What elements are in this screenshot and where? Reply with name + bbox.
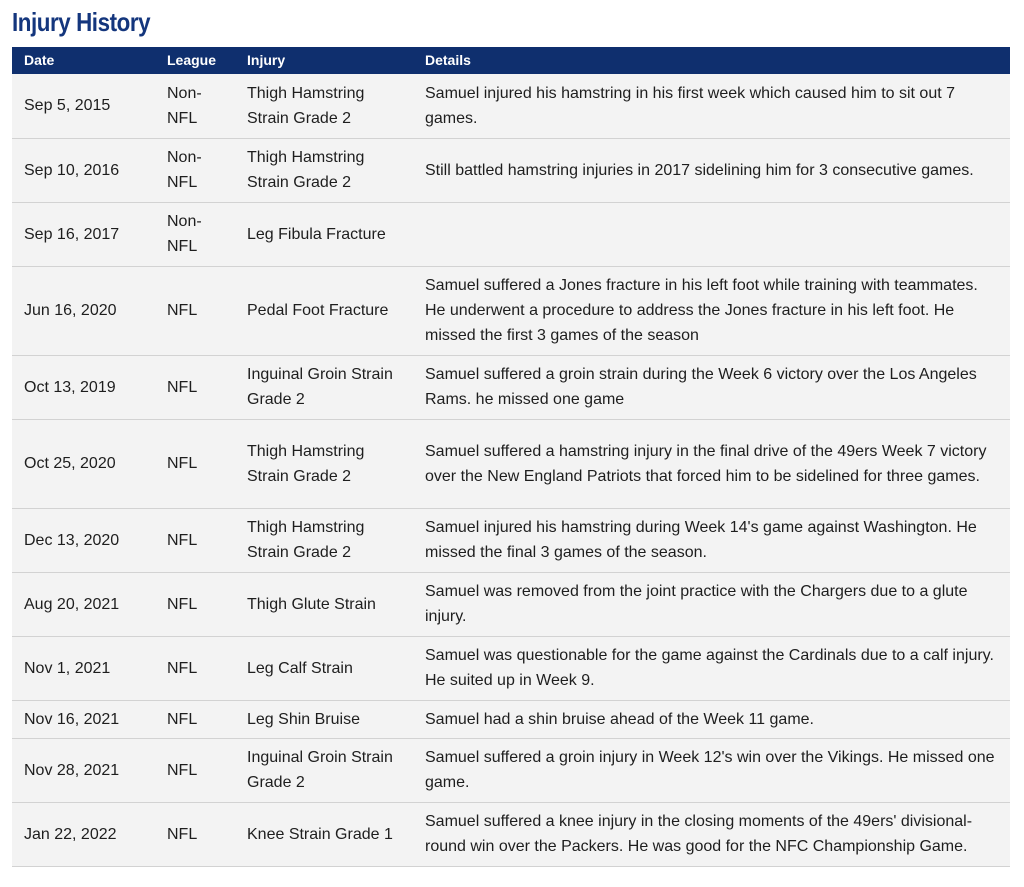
table-row — [12, 700, 1010, 738]
cell-injury: Inguinal Groin Strain Grade 2 — [247, 749, 393, 791]
cell-league: NFL — [167, 825, 198, 843]
cell-date: Nov 1, 2021 — [24, 659, 111, 677]
column-header-date: Date — [24, 52, 55, 68]
cell-date: Sep 5, 2015 — [24, 97, 111, 115]
cell-date: Nov 28, 2021 — [24, 761, 120, 779]
cell-league: NFL — [167, 378, 198, 396]
cell-details: Samuel injured his hamstring in his first week which caused him to sit out 7 games. — [425, 84, 956, 127]
cell-injury: Inguinal Groin Strain Grade 2 — [247, 366, 393, 408]
cell-date: Oct 13, 2019 — [24, 378, 116, 396]
cell-league: NFL — [167, 595, 198, 613]
cell-date: Jan 22, 2022 — [24, 825, 117, 843]
cell-injury: Leg Calf Strain — [247, 659, 353, 677]
injury-history-table — [12, 47, 1010, 867]
table-row — [12, 266, 1010, 355]
cell-league: Non-NFL — [167, 84, 202, 127]
cell-injury: Knee Strain Grade 1 — [247, 825, 393, 843]
table-row — [12, 74, 1010, 138]
cell-league: NFL — [167, 302, 198, 319]
page-title: Injury History — [12, 7, 151, 37]
cell-details: Still battled hamstring injuries in 2017 sidelining him for 3 consecutive games. — [425, 161, 974, 179]
table-row — [12, 202, 1010, 266]
cell-league: NFL — [167, 659, 198, 677]
table-row — [12, 802, 1010, 866]
cell-injury: Thigh Glute Strain — [247, 595, 376, 613]
cell-injury: Leg Fibula Fracture — [247, 225, 386, 243]
cell-details — [413, 202, 1010, 266]
cell-injury: Thigh Hamstring Strain Grade 2 — [247, 519, 365, 561]
cell-date: Oct 25, 2020 — [24, 455, 116, 472]
cell-league: NFL — [167, 761, 198, 779]
cell-details: Samuel suffered a hamstring injury in the final drive of the 49ers Week 7 victory over the New England Patriots that forced him to be sidelined for three games. — [425, 442, 987, 485]
table-row — [12, 138, 1010, 202]
cell-league: NFL — [167, 455, 198, 472]
cell-date: Nov 16, 2021 — [24, 710, 120, 728]
cell-details: Samuel suffered a groin strain during the Week 6 victory over the Los Angeles Rams. he missed one game — [425, 366, 977, 408]
cell-injury: Pedal Foot Fracture — [247, 302, 389, 319]
column-header-injury: Injury — [247, 52, 286, 68]
cell-league: NFL — [167, 531, 198, 549]
cell-date: Sep 16, 2017 — [24, 225, 120, 243]
cell-date: Sep 10, 2016 — [24, 161, 120, 179]
table-row — [12, 508, 1010, 572]
cell-details: Samuel injured his hamstring during Week 14's game against Washington. He missed the final 3 games of the season. — [425, 519, 977, 561]
table-row — [12, 738, 1010, 802]
cell-injury: Leg Shin Bruise — [247, 710, 360, 728]
cell-league: NFL — [167, 710, 198, 728]
cell-date: Dec 13, 2020 — [24, 531, 120, 549]
cell-league: Non-NFL — [167, 213, 202, 255]
table-row — [12, 419, 1010, 508]
cell-details: Samuel was questionable for the game against the Cardinals due to a calf injury. He suited up in Week 9. — [425, 647, 994, 689]
column-header-details: Details — [425, 52, 471, 68]
table-row — [12, 572, 1010, 636]
table-row — [12, 636, 1010, 700]
table-header-row — [12, 47, 1010, 74]
cell-injury: Thigh Hamstring Strain Grade 2 — [247, 149, 365, 191]
table-row — [12, 355, 1010, 419]
cell-details: Samuel suffered a Jones fracture in his left foot while training with teammates. He underwent a procedure to address the Jones fracture in his left foot. He missed the first 3 games of the season — [425, 277, 978, 344]
cell-league: Non-NFL — [167, 149, 202, 191]
column-header-league: League — [167, 52, 217, 68]
cell-date: Aug 20, 2021 — [24, 595, 120, 613]
cell-details: Samuel had a shin bruise ahead of the Week 11 game. — [425, 710, 814, 728]
cell-date: Jun 16, 2020 — [24, 302, 117, 319]
cell-injury: Thigh Hamstring Strain Grade 2 — [247, 84, 365, 127]
cell-details: Samuel suffered a knee injury in the closing moments of the 49ers' divisional-round win over the Packers. He was good for the NFC Championship Game. — [425, 813, 973, 855]
cell-details: Samuel suffered a groin injury in Week 12's win over the Vikings. He missed one game. — [425, 749, 995, 791]
cell-details: Samuel was removed from the joint practice with the Chargers due to a glute injury. — [425, 583, 968, 625]
cell-injury: Thigh Hamstring Strain Grade 2 — [247, 442, 365, 485]
